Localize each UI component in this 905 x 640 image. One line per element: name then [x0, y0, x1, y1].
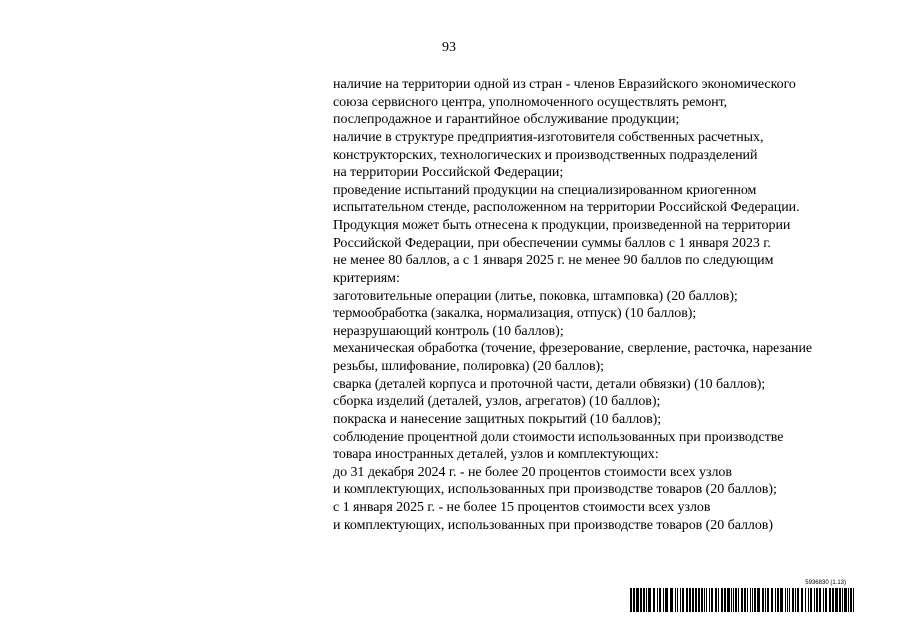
barcode	[630, 580, 856, 612]
text-line: сварка (деталей корпуса и проточной части, детали обвязки) (10 баллов);	[333, 376, 766, 392]
text-line: товара иностранных деталей, узлов и комплектующих:	[333, 447, 659, 463]
text-line: механическая обработка (точение, фрезерование, сверление, расточка, нарезание	[333, 341, 813, 357]
text-line: сборка изделий (деталей, узлов, агрегатов) (10 баллов);	[333, 394, 661, 410]
document-body	[333, 76, 903, 534]
text-line: послепродажное и гарантийное обслуживание продукции;	[333, 112, 680, 128]
text-line: и комплектующих, использованных при производстве товаров (20 баллов);	[333, 482, 777, 498]
text-line: не менее 80 баллов, а с 1 января 2025 г. не менее 90 баллов по следующим	[333, 253, 774, 269]
barcode-caption: 5936830 (1.13)	[805, 580, 846, 586]
text-line: и комплектующих, использованных при производстве товаров (20 баллов)	[333, 517, 773, 533]
text-line: заготовительные операции (литье, поковка, штамповка) (20 баллов);	[333, 288, 738, 304]
text-line: термообработка (закалка, нормализация, отпуск) (10 баллов);	[333, 306, 697, 322]
text-line: критериям:	[333, 270, 400, 286]
text-line: неразрушающий контроль (10 баллов);	[333, 323, 564, 339]
barcode-icon	[630, 588, 856, 612]
text-line: проведение испытаний продукции на специализированном криогенном	[333, 182, 757, 198]
page-number: 93	[442, 40, 456, 55]
text-line: испытательном стенде, расположенном на территории Российской Федерации.	[333, 200, 800, 216]
text-line: Российской Федерации, при обеспечении суммы баллов с 1 января 2023 г.	[333, 235, 771, 251]
text-line: наличие на территории одной из стран - членов Евразийского экономического	[333, 77, 796, 92]
text-line: с 1 января 2025 г. - не более 15 процентов стоимости всех узлов	[333, 500, 711, 515]
text-line: до 31 декабря 2024 г. - не более 20 процентов стоимости всех узлов	[333, 464, 732, 480]
text-line: соблюдение процентной доли стоимости использованных при производстве	[333, 429, 784, 445]
text-line: на территории Российской Федерации;	[333, 165, 564, 181]
text-line: резьбы, шлифование, полировка) (20 баллов);	[333, 359, 604, 374]
text-line: Продукция может быть отнесена к продукции, произведенной на территории	[333, 218, 791, 233]
text-line: конструкторских, технологических и производственных подразделений	[333, 147, 758, 163]
text-line: союза сервисного центра, уполномоченного осуществлять ремонт,	[333, 94, 728, 110]
text-line: наличие в структуре предприятия-изготовителя собственных расчетных,	[333, 129, 764, 145]
text-line: покраска и нанесение защитных покрытий (10 баллов);	[333, 411, 662, 427]
